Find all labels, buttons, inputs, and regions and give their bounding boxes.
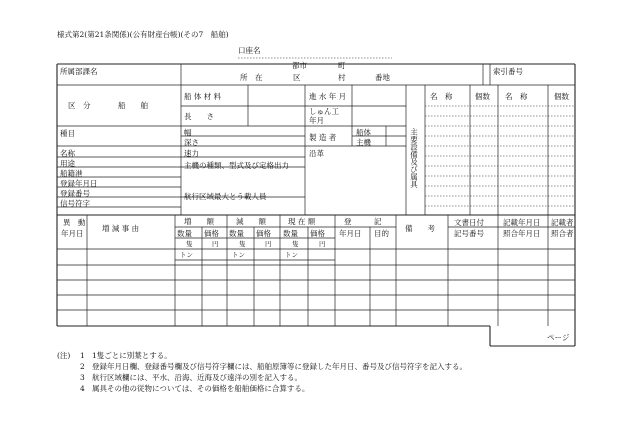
current-qty-label: 数量 <box>283 229 298 238</box>
entry-date-label: 記載年月日 <box>503 218 541 227</box>
engine-type-label: 主機の種類、型式及び定格出力 <box>184 161 289 170</box>
record-date-label: 年月日 <box>339 229 362 238</box>
note-1-number: 1 <box>80 351 85 360</box>
depth-label: 深さ <box>184 138 199 147</box>
city-label: 都市 <box>292 61 307 70</box>
ledger-name-label: 口座名 <box>238 46 261 55</box>
current-ton-unit: トン <box>285 251 298 259</box>
current-ships-unit: 隻 <box>292 240 299 248</box>
change-date-label: 年月日 <box>61 229 84 238</box>
completion-label-2: 年月 <box>309 116 324 125</box>
note-2-text: 登録年月日欄、登録番号欄及び信号符字欄には、船舶原簿等に登録した年月日、番号及び信号符字を記入する。 <box>92 362 467 371</box>
registration-date-label: 登録年月日 <box>60 179 98 188</box>
form-title: 様式第2(第21条関係)(公有財産台帳)(その7 船舶) <box>57 30 229 39</box>
equip-name-header-1: 名 称 <box>430 92 453 101</box>
index-number-label: 索引番号 <box>493 67 523 76</box>
builder-engine-label: 主機 <box>356 138 371 147</box>
speed-label: 速力 <box>184 149 199 158</box>
equip-count-header-2: 個数 <box>554 92 569 101</box>
village-label: 村 <box>338 73 346 82</box>
note-4-text: 属具その他の従物については、その価格を船舶価格に合算する。 <box>92 384 310 393</box>
current-yen-unit: 円 <box>319 240 326 248</box>
change-label: 異 動 <box>63 218 86 227</box>
registration-number-label: 登録番号 <box>60 189 90 198</box>
length-label: 長 さ <box>184 112 214 121</box>
remarks-label: 備 考 <box>405 224 435 233</box>
hull-material-label: 船 体 材 料 <box>184 92 222 101</box>
width-label: 幅 <box>184 128 192 137</box>
type-label: 種目 <box>60 129 75 138</box>
lot-number-label: 番地 <box>375 73 390 82</box>
location-label: 所 在 <box>240 73 263 82</box>
builder-label: 製 造 者 <box>309 133 337 142</box>
port-of-registry-label: 船籍港 <box>60 169 83 178</box>
note-1-text: 1隻ごとに別葉とする。 <box>92 351 172 360</box>
document-date-label: 文書日付 <box>454 218 484 227</box>
note-4-number: 4 <box>80 384 85 393</box>
registration-record-label: 登 記 <box>344 217 382 226</box>
completion-label-1: しゅん工 <box>309 107 339 116</box>
signal-code-label: 信号符字 <box>60 199 90 208</box>
ward-label: 区 <box>293 73 301 82</box>
decrease-ton-unit: トン <box>232 251 245 259</box>
vessel-label: 船 舶 <box>118 101 148 110</box>
note-3-text: 航行区域欄には、平水、沿海、近海及び遠洋の別を記入する。 <box>92 373 302 382</box>
decrease-price-label: 価格 <box>256 229 271 238</box>
current-amount-label: 現 在 額 <box>288 217 316 226</box>
page-label: ページ <box>547 333 570 342</box>
category-label: 区 分 <box>68 101 91 110</box>
decrease-qty-label: 数量 <box>229 229 244 238</box>
check-date-label: 照合年月日 <box>503 229 541 238</box>
name-label: 名称 <box>60 149 75 158</box>
record-purpose-label: 目的 <box>374 229 389 238</box>
note-3-number: 3 <box>80 373 85 382</box>
equip-name-header-2: 名 称 <box>505 92 528 101</box>
decrease-yen-unit: 円 <box>265 240 272 248</box>
entry-person-label: 記載者 <box>551 218 574 227</box>
main-equipment-label: 主要設備及び属具 <box>409 128 419 188</box>
equip-count-header-1: 個数 <box>475 92 490 101</box>
current-price-label: 価格 <box>310 229 325 238</box>
history-notes-label: 沿革 <box>309 149 324 158</box>
increase-qty-label: 数量 <box>177 229 192 238</box>
change-reason-label: 増 減 事 由 <box>102 224 140 233</box>
town-label: 町 <box>338 61 346 70</box>
code-number-label: 記号番号 <box>454 229 484 238</box>
launch-date-label: 進 水 年 月 <box>309 92 347 101</box>
decrease-ships-unit: 隻 <box>239 240 246 248</box>
increase-ships-unit: 隻 <box>186 240 193 248</box>
increase-ton-unit: トン <box>180 251 193 259</box>
notes-label: (注) <box>57 351 71 360</box>
note-2-number: 2 <box>80 362 85 371</box>
increase-yen-unit: 円 <box>212 240 219 248</box>
builder-hull-label: 船体 <box>356 128 371 137</box>
purpose-label: 用途 <box>60 159 75 168</box>
increase-label: 増 額 <box>184 217 214 226</box>
department-label: 所属部課名 <box>60 67 98 76</box>
decrease-label: 減 額 <box>236 217 266 226</box>
checker-label: 照合者 <box>551 229 574 238</box>
increase-price-label: 価格 <box>204 229 219 238</box>
navigation-area-label: 航行区域最大とう載人員 <box>184 192 267 201</box>
